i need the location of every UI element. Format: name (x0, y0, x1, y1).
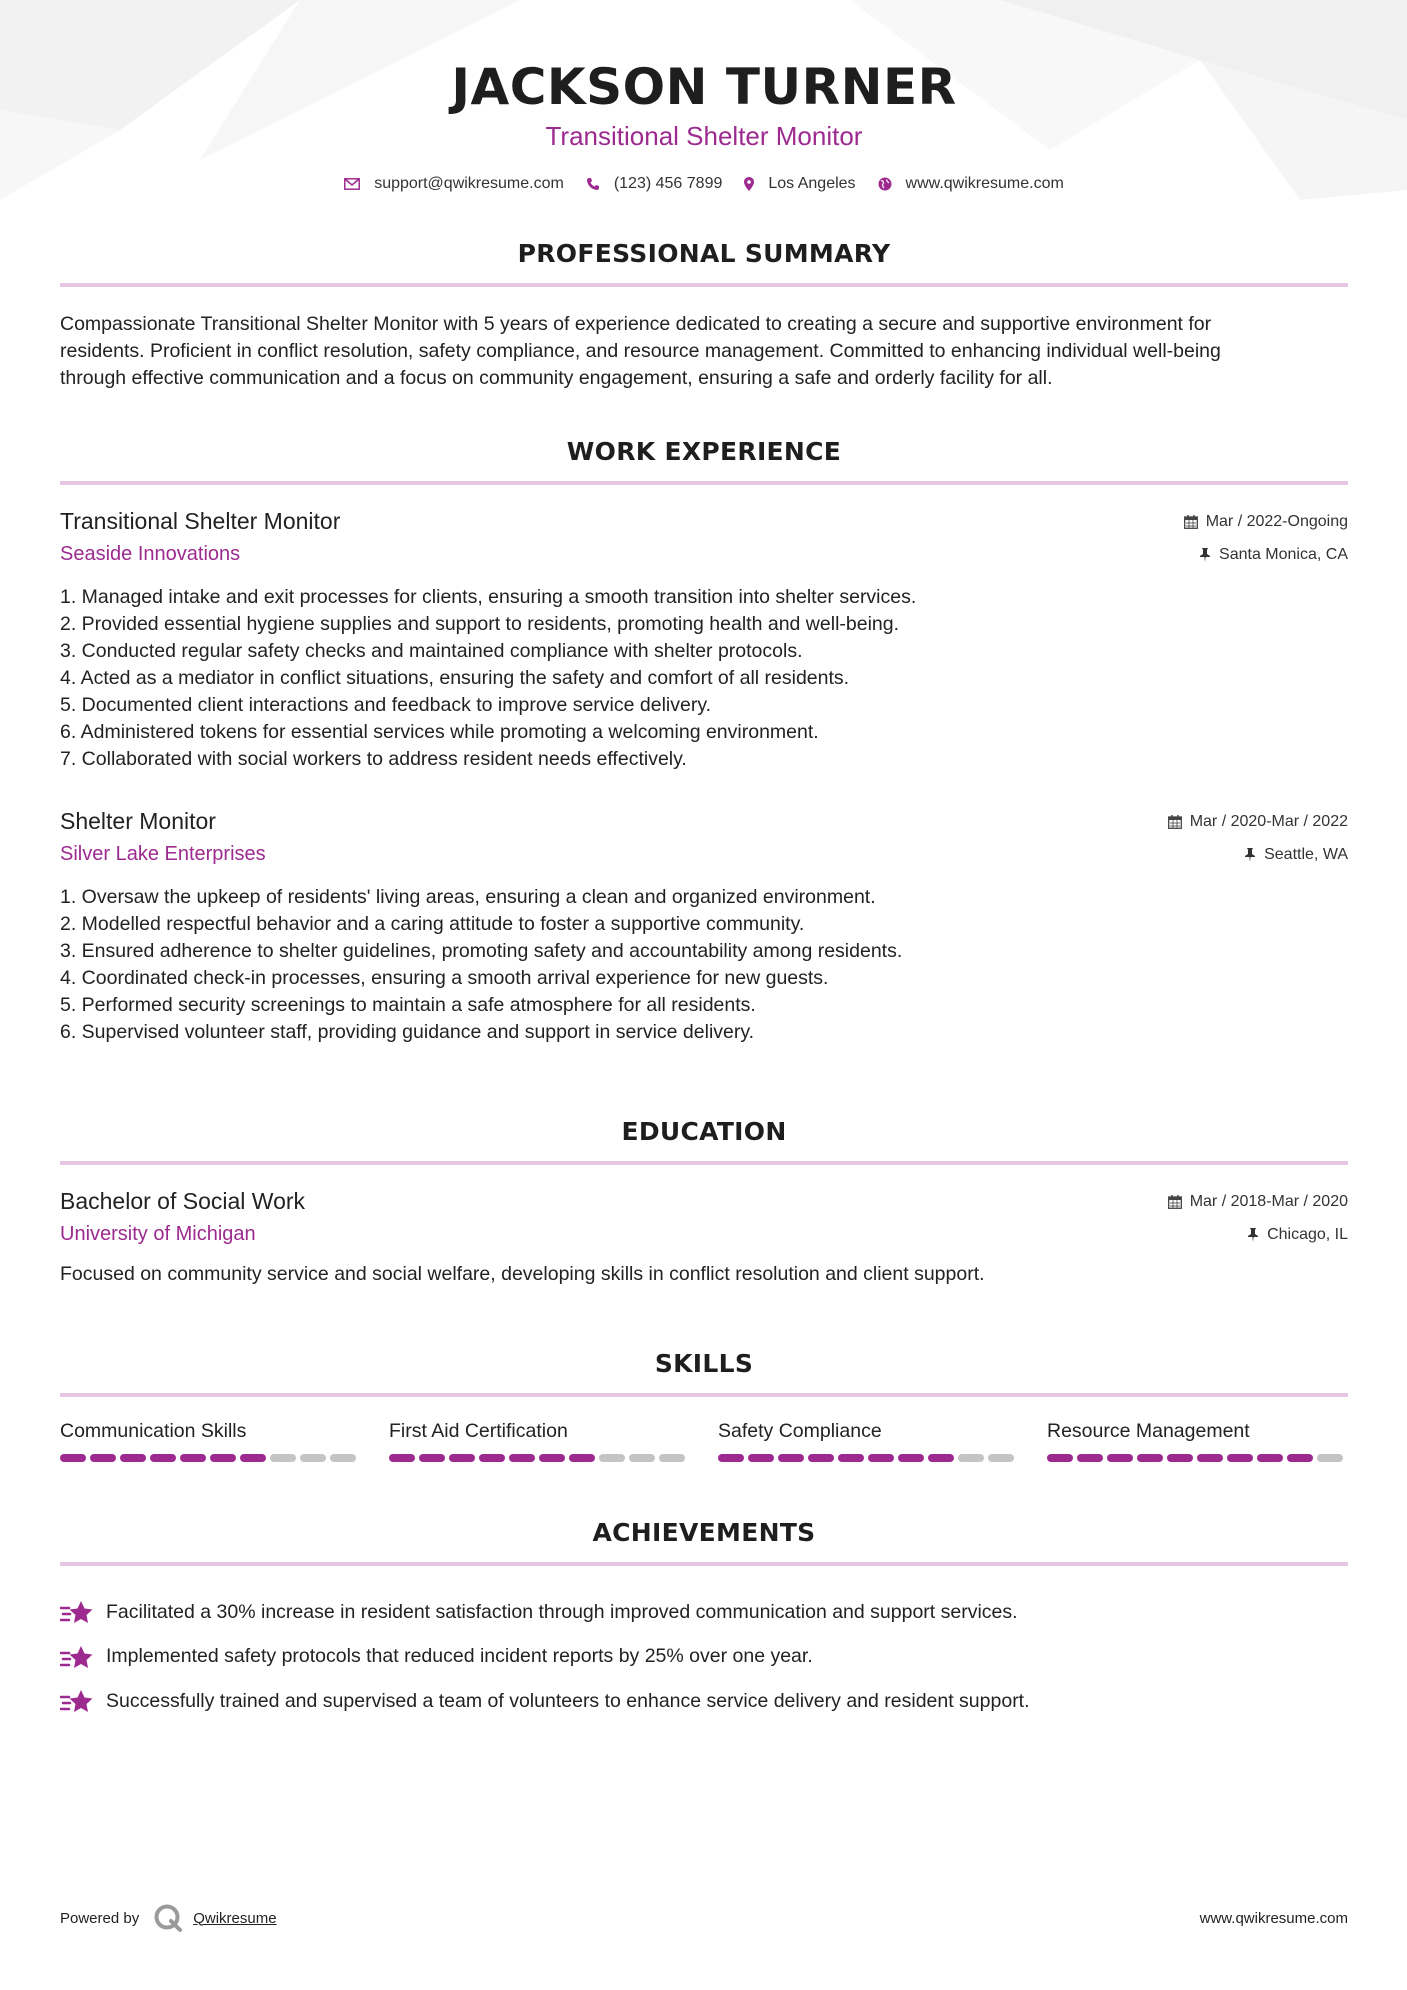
skill-segment-filled (240, 1454, 266, 1462)
skill-item (60, 1420, 360, 1462)
summary-line: residents. Proficient in conflict resolution, safety compliance, and resource management. Committed to enhancing individual well-being (60, 340, 1221, 362)
globe-icon (878, 177, 892, 191)
skill-segment-filled (1077, 1454, 1103, 1462)
job-date (1168, 813, 1348, 831)
skill-rating-bar (718, 1454, 1018, 1462)
education-location (1247, 1226, 1348, 1244)
skill-segment-filled (210, 1454, 236, 1462)
shooting-star-icon (60, 1644, 94, 1670)
job-date (1184, 513, 1348, 531)
skill-segment-filled (1047, 1454, 1073, 1462)
list-item: 2. Modelled respectful behavior and a caring attitude to foster a supportive community. (60, 913, 805, 935)
contact-phone[interactable] (586, 175, 723, 193)
list-item: 5. Performed security screenings to maintain a safe atmosphere for all residents. (60, 994, 756, 1016)
job-title: Transitional Shelter Monitor (60, 508, 341, 534)
summary-text (60, 311, 1348, 392)
education-entry (60, 1188, 1348, 1298)
job-location (1199, 546, 1348, 564)
skill-segment-filled (449, 1454, 475, 1462)
candidate-name: JACKSON TURNER (451, 58, 957, 116)
skill-segment-empty (300, 1454, 326, 1462)
skill-segment-filled (778, 1454, 804, 1462)
skill-segment-filled (928, 1454, 954, 1462)
education-divider (60, 1161, 1348, 1165)
map-pin-icon (744, 177, 754, 191)
contact-website[interactable] (878, 175, 1064, 193)
skill-segment-filled (509, 1454, 535, 1462)
job-location (1244, 846, 1348, 864)
skill-segment-empty (958, 1454, 984, 1462)
contact-email[interactable] (344, 175, 564, 193)
degree-title: Bachelor of Social Work (60, 1188, 306, 1214)
experience-heading: WORK EXPERIENCE (566, 437, 842, 466)
contact-location (744, 175, 855, 193)
skill-segment-filled (718, 1454, 744, 1462)
shooting-star-icon (60, 1599, 94, 1625)
powered-by-label: Powered by (60, 1909, 140, 1927)
skill-segment-filled (60, 1454, 86, 1462)
qwikresume-logo-icon (153, 1903, 183, 1933)
list-item (60, 1679, 1348, 1724)
footer-website-link[interactable]: www.qwikresume.com (1199, 1910, 1348, 1927)
summary-divider (60, 283, 1348, 287)
website-text: www.qwikresume.com (905, 175, 1064, 192)
job-duties-list (60, 884, 1348, 1046)
list-item: 3. Ensured adherence to shelter guidelines, promoting safety and accountability among residents. (60, 940, 903, 962)
education-location-text: Chicago, IL (1267, 1226, 1348, 1243)
school-name: University of Michigan (60, 1223, 256, 1245)
envelope-icon (344, 178, 360, 190)
skill-segment-filled (90, 1454, 116, 1462)
job-date-text: Mar / 2022-Ongoing (1205, 513, 1348, 530)
skill-segment-empty (629, 1454, 655, 1462)
skill-segment-filled (1197, 1454, 1223, 1462)
list-item: 4. Coordinated check-in processes, ensuring a smooth arrival experience for new guests. (60, 967, 829, 989)
job-location-text: Santa Monica, CA (1219, 546, 1348, 563)
job-entry (60, 508, 1348, 778)
education-description: Focused on community service and social welfare, developing skills in conflict resolution and client support. (60, 1263, 985, 1285)
skill-name: Communication Skills (60, 1420, 247, 1442)
skill-rating-bar (60, 1454, 360, 1462)
contact-bar (60, 175, 1348, 193)
education-heading: EDUCATION (621, 1117, 787, 1146)
skill-segment-filled (1137, 1454, 1163, 1462)
list-item (60, 1635, 1348, 1680)
job-duties-list (60, 584, 1348, 773)
skill-segment-empty (659, 1454, 685, 1462)
achievements-heading: ACHIEVEMENTS (592, 1518, 816, 1547)
pushpin-icon (1247, 1228, 1259, 1242)
skill-segment-filled (898, 1454, 924, 1462)
skill-segment-filled (479, 1454, 505, 1462)
skill-segment-filled (808, 1454, 834, 1462)
skill-rating-bar (389, 1454, 689, 1462)
job-company: Silver Lake Enterprises (60, 843, 266, 865)
skill-segment-filled (120, 1454, 146, 1462)
skill-segment-empty (1317, 1454, 1343, 1462)
summary-line: through effective communication and a focus on community engagement, ensuring a safe and orderly facility for all. (60, 367, 1053, 389)
skill-segment-filled (748, 1454, 774, 1462)
list-item: 6. Supervised volunteer staff, providing guidance and support in service delivery. (60, 1021, 755, 1043)
qwikresume-link[interactable]: Qwikresume (193, 1909, 277, 1927)
education-date-text: Mar / 2018-Mar / 2020 (1189, 1193, 1348, 1210)
skill-segment-filled (389, 1454, 415, 1462)
list-item: 4. Acted as a mediator in conflict situations, ensuring the safety and comfort of all residents. (60, 667, 850, 689)
email-text: support@qwikresume.com (374, 175, 564, 192)
calendar-icon (1184, 515, 1198, 529)
skill-segment-filled (1287, 1454, 1313, 1462)
skill-segment-filled (569, 1454, 595, 1462)
skill-segment-filled (1167, 1454, 1193, 1462)
list-item: 2. Provided essential hygiene supplies and support to residents, promoting health and well-being. (60, 613, 900, 635)
skill-segment-filled (868, 1454, 894, 1462)
skill-segment-filled (180, 1454, 206, 1462)
skill-segment-filled (838, 1454, 864, 1462)
candidate-title: Transitional Shelter Monitor (545, 121, 863, 151)
calendar-icon (1168, 815, 1182, 829)
pushpin-icon (1199, 548, 1211, 562)
pushpin-icon (1244, 848, 1256, 862)
skills-divider (60, 1393, 1348, 1397)
skill-segment-empty (599, 1454, 625, 1462)
job-title: Shelter Monitor (60, 808, 216, 834)
summary-line: Compassionate Transitional Shelter Monitor with 5 years of experience dedicated to creating a secure and supportive environment for (60, 313, 1212, 335)
list-item: 7. Collaborated with social workers to address resident needs effectively. (60, 748, 687, 770)
skill-item (389, 1420, 689, 1462)
achievement-text: Facilitated a 30% increase in resident satisfaction through improved communication and support services. (106, 1600, 1018, 1623)
skill-segment-filled (419, 1454, 445, 1462)
location-text: Los Angeles (768, 175, 856, 192)
skill-rating-bar (1047, 1454, 1347, 1462)
job-location-text: Seattle, WA (1264, 846, 1348, 863)
skill-name: Resource Management (1047, 1420, 1250, 1442)
skill-segment-empty (270, 1454, 296, 1462)
skill-name: Safety Compliance (718, 1420, 882, 1442)
skill-segment-empty (330, 1454, 356, 1462)
skill-item (718, 1420, 1018, 1462)
powered-by (60, 1898, 277, 1938)
list-item (60, 1590, 1348, 1635)
skill-segment-filled (1227, 1454, 1253, 1462)
achievement-text: Implemented safety protocols that reduced incident reports by 25% over one year. (106, 1645, 813, 1668)
list-item: 1. Oversaw the upkeep of residents' living areas, ensuring a clean and organized environment. (60, 886, 876, 908)
skill-item (1047, 1420, 1347, 1462)
skill-segment-empty (988, 1454, 1014, 1462)
skill-segment-filled (539, 1454, 565, 1462)
list-item: 1. Managed intake and exit processes for clients, ensuring a smooth transition into shelter services. (60, 586, 917, 608)
list-item: 3. Conducted regular safety checks and maintained compliance with shelter protocols. (60, 640, 803, 662)
job-company: Seaside Innovations (60, 543, 241, 565)
phone-text: (123) 456 7899 (613, 175, 723, 192)
job-date-text: Mar / 2020-Mar / 2022 (1189, 813, 1348, 830)
skills-grid (60, 1420, 1348, 1462)
phone-icon (586, 177, 600, 191)
skills-heading: SKILLS (654, 1349, 754, 1378)
skill-name: First Aid Certification (389, 1420, 568, 1442)
skill-segment-filled (150, 1454, 176, 1462)
achievements-divider (60, 1562, 1348, 1566)
experience-divider (60, 481, 1348, 485)
calendar-icon (1168, 1195, 1182, 1209)
education-date (1168, 1193, 1348, 1211)
summary-heading: PROFESSIONAL SUMMARY (517, 239, 891, 268)
page-footer (60, 1898, 1348, 1938)
list-item: 5. Documented client interactions and feedback to improve service delivery. (60, 694, 712, 716)
skill-segment-filled (1257, 1454, 1283, 1462)
skill-segment-filled (1107, 1454, 1133, 1462)
job-entry (60, 808, 1348, 1058)
achievements-list (60, 1590, 1348, 1724)
achievement-text: Successfully trained and supervised a team of volunteers to enhance service delivery and resident support. (106, 1689, 1030, 1712)
shooting-star-icon (60, 1688, 94, 1714)
list-item: 6. Administered tokens for essential services while promoting a welcoming environment. (60, 721, 819, 743)
